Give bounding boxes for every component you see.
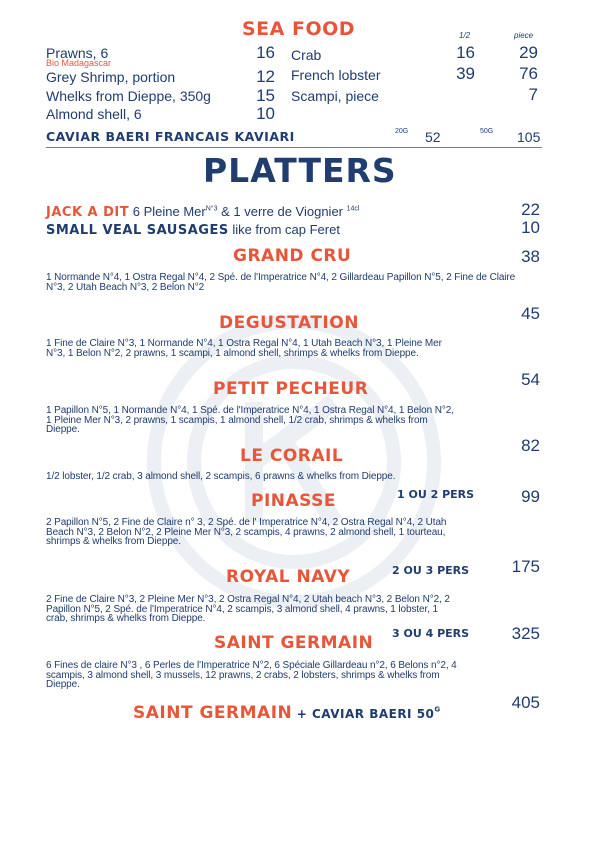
seafood-item: Crab <box>291 47 322 63</box>
jack-a-dit-sup: N°3 <box>205 205 218 213</box>
platter-desc: 2 Fine de Claire N°3, 2 Pleine Mer N°3, 2 Ostra Regal N°4, 2 Utah beach N°3, 2 Belon N°2, 2 Papillon N°5, 2 Spé. de l'Imperatrice N°4, 2 scampis, 3 almond shell, 4 prawns, 1 lobster, 1 crab, shrimps & whelks from Dieppe. <box>46 594 450 625</box>
col-half-header: 1/2 <box>459 31 471 40</box>
caviar-size: 50G <box>480 128 494 135</box>
seafood-piece-price: 29 <box>519 43 538 62</box>
platter-title: PETIT PECHEUR <box>213 379 369 399</box>
sausages-row <box>46 222 340 238</box>
platter-pers: 1 OU 2 PERS <box>397 488 475 501</box>
platter-desc: 1 Normande N°4, 1 Ostra Regal N°4, 2 Spé. de l'Imperatrice N°4, 2 Gillardeau Papillon N°5, 2 Fine de Claire N°3, 2 Utah Beach N°3, 2 Belon N°2 <box>46 272 516 293</box>
final-platter-row <box>133 703 441 723</box>
seafood-price: 15 <box>256 86 275 105</box>
platter-desc: 6 Fines de claire N°3 , 6 Perles de l'Imperatrice N°2, 6 Spéciale Gillardeau n°2, 6 Belons n°2, 4 scampis, 3 almond shell, 3 mussels, 12 prawns, 2 crabs, 2 lobsters, shrimps & whelks from Dieppe. <box>46 660 457 691</box>
seafood-item: Grey Shrimp, portion <box>46 69 176 85</box>
sausages-price: 10 <box>521 218 540 237</box>
platter-title: LE CORAIL <box>240 446 344 466</box>
jack-a-dit-desc2: & 1 verre de Viognier <box>221 204 343 219</box>
platter-price: 99 <box>521 487 540 506</box>
platter-title: ROYAL NAVY <box>226 567 351 587</box>
jack-a-dit-price: 22 <box>521 200 540 219</box>
seafood-item-note: Bio Madagascar <box>46 58 112 68</box>
jack-a-dit-sup2: 14cl <box>346 205 360 213</box>
seafood-item: Whelks from Dieppe, 350g <box>46 88 211 104</box>
seafood-item: Scampi, piece <box>291 88 379 104</box>
platter-price: 54 <box>521 370 540 389</box>
platter-desc: 1 Papillon N°5, 1 Normande N°4, 1 Spé. de l'Imperatrice N°4, 1 Ostra Regal N°4, 1 Belon N°2, 1 Pleine Mer N°3, 2 prawns, 1 scampis, 1 almond shell, 1/2 crab, shrimps & whelks from Dieppe. <box>46 405 454 436</box>
sausages-name: SMALL VEAL SAUSAGES <box>46 223 229 238</box>
platter-title: PINASSE <box>251 491 337 511</box>
final-platter-plus: + CAVIAR BAERI 50 <box>296 707 435 721</box>
caviar-title: CAVIAR BAERI FRANCAIS KAVIARI <box>46 129 295 144</box>
platter-pers: 3 OU 4 PERS <box>392 627 470 640</box>
platters-title: PLATTERS <box>203 151 397 190</box>
platter-title: DEGUSTATION <box>219 313 359 333</box>
jack-a-dit-row <box>46 204 359 220</box>
platter-title: SAINT GERMAIN <box>214 633 374 653</box>
final-platter-name: SAINT GERMAIN <box>133 703 293 723</box>
platter-price: 325 <box>511 624 540 643</box>
seafood-item: French lobster <box>291 67 381 83</box>
seafood-price: 16 <box>256 43 275 62</box>
seafood-half-price: 16 <box>456 43 475 62</box>
platter-title: GRAND CRU <box>233 246 352 266</box>
caviar-price: 52 <box>425 129 441 145</box>
platter-price: 38 <box>521 247 540 266</box>
seafood-item: Prawns, 6 <box>46 45 109 61</box>
seafood-item: Almond shell, 6 <box>46 106 142 122</box>
seafood-piece-price: 7 <box>528 85 538 104</box>
platter-desc: 1 Fine de Claire N°3, 1 Normande N°4, 1 Ostra Regal N°4, 1 Utah Beach N°3, 1 Pleine Mer N°3, 1 Belon N°2, 2 prawns, 1 scampi, 1 almond shell, shrimps & whelks from Dieppe. <box>46 338 442 359</box>
final-platter-sup: G <box>434 705 441 714</box>
seafood-price: 10 <box>256 104 275 123</box>
jack-a-dit-name: JACK A DIT <box>46 205 130 220</box>
caviar-price: 105 <box>517 129 541 145</box>
platter-pers: 2 OU 3 PERS <box>392 564 470 577</box>
platter-desc: 2 Papillon N°5, 2 Fine de Claire n° 3, 2 Spé. de l' Imperatrice N°4, 2 Ostra Regal N°4, 2 Utah Beach N°3, 2 Belon N°2, 2 Pleine Mer N°3, 2 scampis, 4 prawns, 2 almond shell, 1 tourteau, shrimps & whelks from Dieppe. <box>46 517 447 548</box>
final-platter-price: 405 <box>511 693 540 712</box>
platter-price: 175 <box>511 557 540 576</box>
platter-price: 82 <box>521 436 540 455</box>
seafood-piece-price: 76 <box>519 64 538 83</box>
seafood-half-price: 39 <box>456 64 475 83</box>
sausages-desc: like from cap Feret <box>232 222 340 237</box>
col-piece-header: piece <box>514 31 534 40</box>
seafood-title: SEA FOOD <box>242 18 356 40</box>
caviar-size: 20G <box>395 128 409 135</box>
divider <box>46 147 542 148</box>
jack-a-dit-desc: 6 Pleine Mer <box>132 204 206 219</box>
seafood-price: 12 <box>256 67 275 86</box>
platter-price: 45 <box>521 304 540 323</box>
platter-desc: 1/2 lobster, 1/2 crab, 3 almond shell, 2 scampis, 6 prawns & whelks from Dieppe. <box>46 471 396 482</box>
